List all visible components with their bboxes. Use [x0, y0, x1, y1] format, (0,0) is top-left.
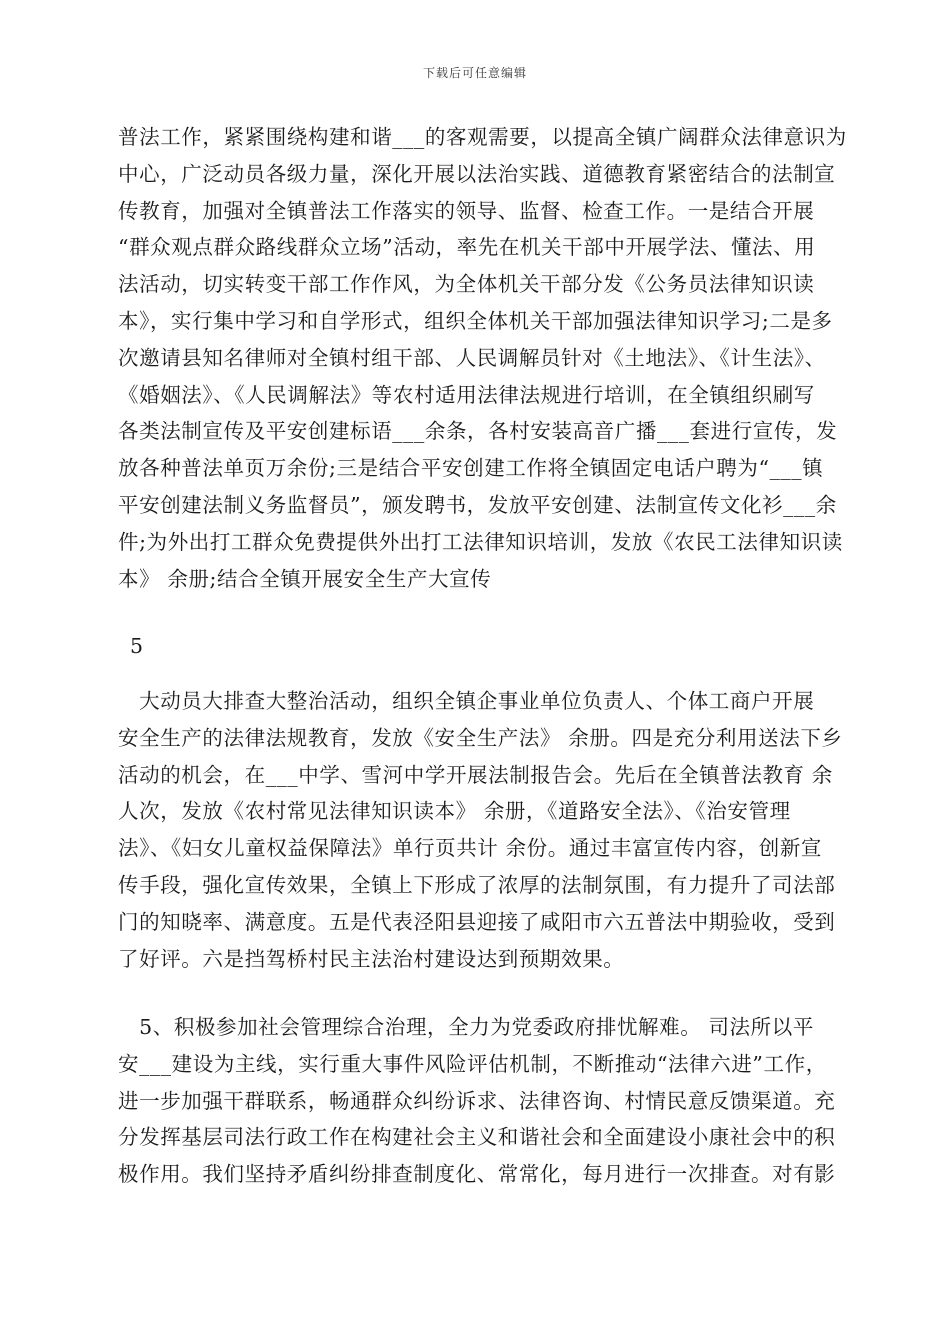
text-line: 5、积极参加社会管理综合治理，全力为党委政府排忧解难。 司法所以平	[118, 1015, 814, 1039]
text-line: 放各种普法单页万余份;三是结合平安创建工作将全镇固定电话户聘为“___镇	[118, 456, 824, 481]
paragraph-2	[118, 683, 858, 977]
text-line: 极作用。我们坚持矛盾纠纷排查制度化、常常化，每月进行一次排查。对有影	[118, 1162, 836, 1187]
text-line: 《婚姻法》、《人民调解法》等农村适用法律法规进行培训，在全镇组织刷写	[118, 382, 815, 407]
text-line: 安___建设为主线，实行重大事件风险评估机制，不断推动“法律六进”工作，	[118, 1051, 827, 1076]
text-line: 活动的机会，在___中学、雪河中学开展法制报告会。先后在全镇普法教育 余	[118, 762, 833, 787]
text-line: 法》、《妇女儿童权益保障法》单行页共计 余份。通过丰富宣传内容，创新宣	[118, 836, 823, 861]
text-line: 各类法制宣传及平安创建标语___余条，各村安装高音广播___套进行宣传，发	[118, 419, 838, 444]
text-line: 大动员大排查大整治活动，组织全镇企事业单位负责人、个体工商户开展	[118, 689, 815, 713]
paragraph-3	[118, 1009, 858, 1193]
text-line: 平安创建法制义务监督员”，颁发聘书，发放平安创建、法制宣传文化衫___余	[118, 492, 837, 517]
text-line: “群众观点群众路线群众立场”活动，率先在机关干部中开展学法、懂法、用	[118, 235, 816, 260]
text-line: 分发挥基层司法行政工作在构建社会主义和谐社会和全面建设小康社会中的积	[118, 1125, 836, 1150]
text-line: 法活动，切实转变干部工作作风，为全体机关干部分发《公务员法律知识读	[118, 272, 815, 297]
text-line: 进一步加强干群联系，畅通群众纠纷诉求、法律咨询、村情民意反馈渠道。充	[118, 1088, 836, 1113]
paragraph-1	[118, 119, 858, 597]
page-header: 下载后可任意编辑	[422, 66, 527, 80]
text-line: 传手段，强化宣传效果，全镇上下形成了浓厚的法制氛围，有力提升了司法部	[118, 872, 836, 897]
text-line: 传教育，加强对全镇普法工作落实的领导、监督、检查工作。一是结合开展	[118, 198, 815, 223]
text-line: 人次，发放《农村常见法律知识读本》 余册，《道路安全法》、《治安管理	[118, 799, 791, 824]
text-line: 次邀请县知名律师对全镇村组干部、人民调解员针对《土地法》、《计生法》、	[118, 345, 826, 370]
text-line: 安全生产的法律法规教育，发放《安全生产法》 余册。四是充分利用送法下乡	[118, 725, 843, 750]
text-line: 了好评。六是挡驾桥村民主法治村建设达到预期效果。	[118, 946, 625, 971]
text-line: 门的知晓率、满意度。五是代表泾阳县迎接了咸阳市六五普法中期验收，受到	[118, 909, 836, 934]
page-number: 5	[130, 634, 144, 658]
text-line: 中心，广泛动员各级力量，深化开展以法治实践、道德教育紧密结合的法制宣	[118, 161, 836, 186]
text-line: 本》，实行集中学习和自学形式，组织全体机关干部加强法律知识学习;二是多	[118, 308, 833, 333]
text-line: 件;为外出打工群众免费提供外出打工法律知识培训，发放《农民工法律知识读	[118, 529, 843, 554]
text-line: 本》 余册;结合全镇开展安全生产大宣传	[118, 566, 492, 591]
text-line: 普法工作，紧紧围绕构建和谐___的客观需要，以提高全镇广阔群众法律意识为	[118, 125, 847, 149]
